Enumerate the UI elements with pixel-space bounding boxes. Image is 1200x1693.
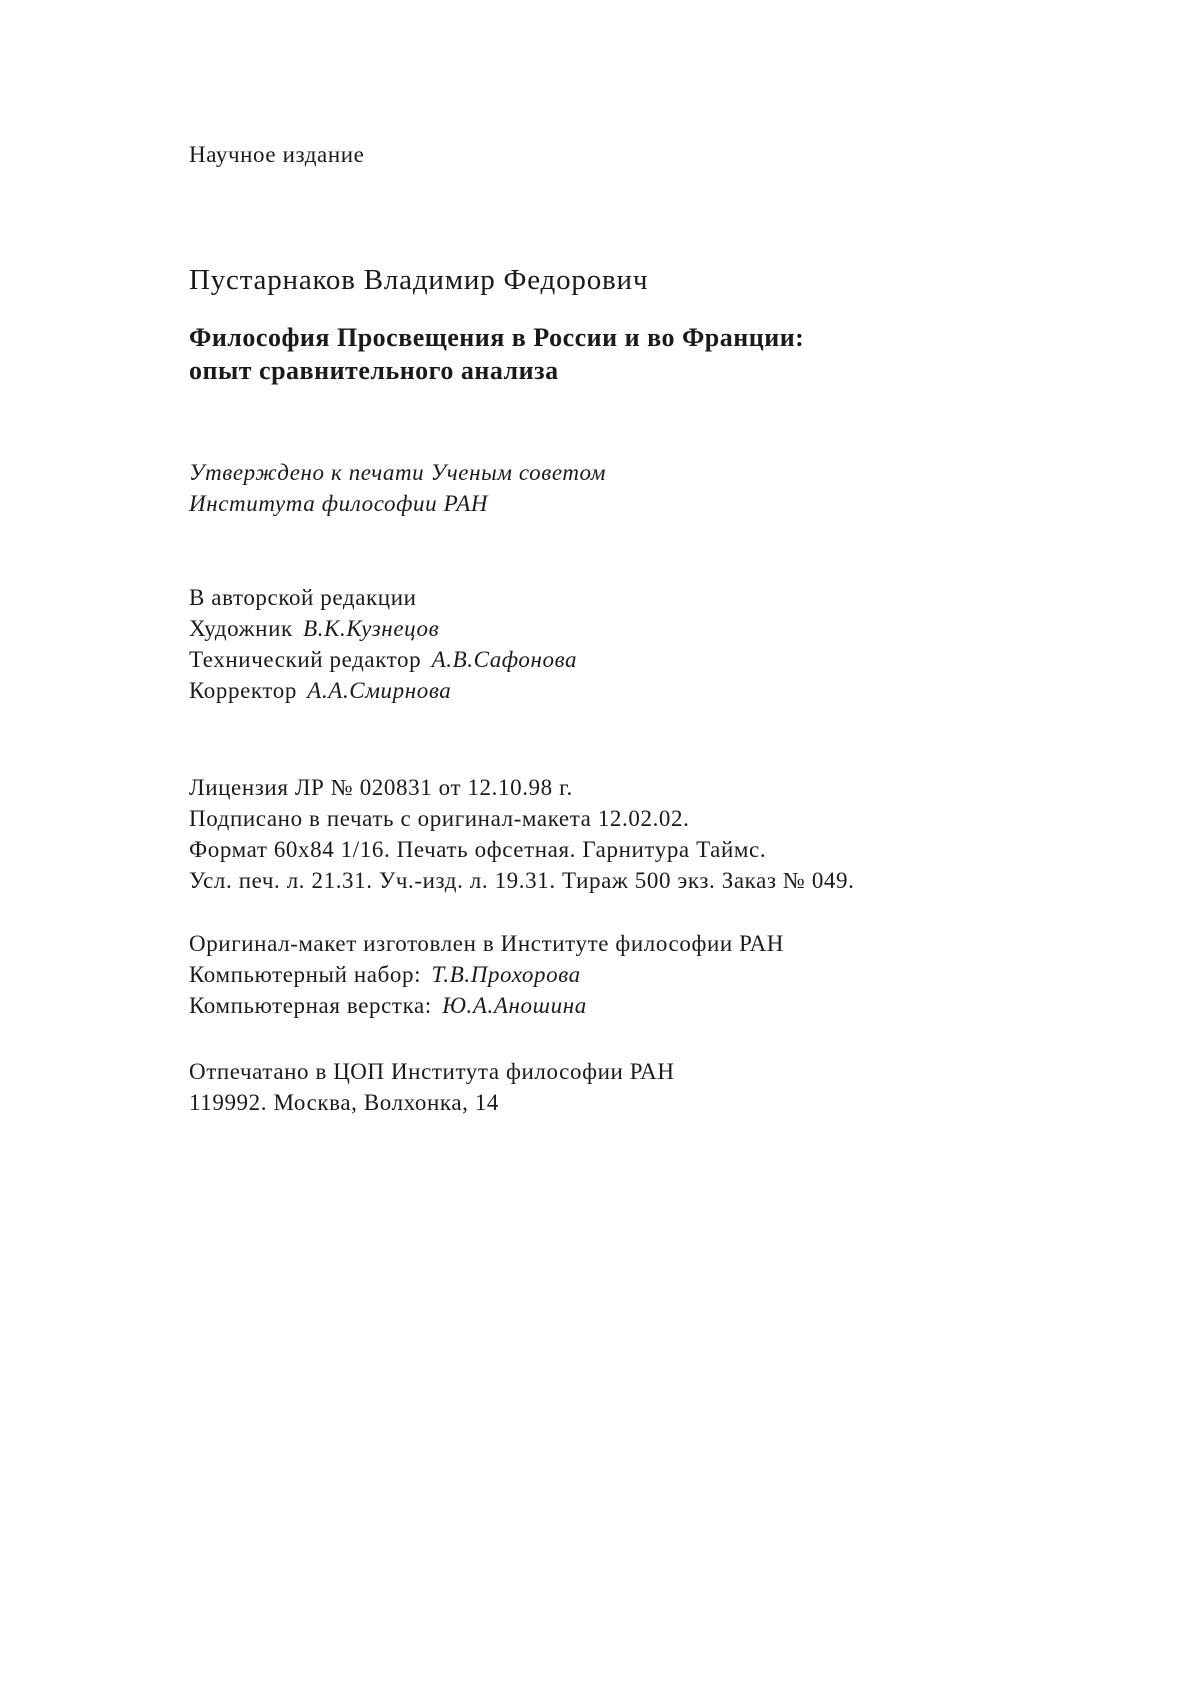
- artist-label: Художник: [189, 616, 293, 641]
- approval-line-2: Института философии РАН: [189, 491, 489, 516]
- publication-type-block: [189, 139, 364, 170]
- editorial-credits: [189, 582, 577, 706]
- printer-line-1: Отпечатано в ЦОП Института философии РАН: [189, 1059, 675, 1084]
- signed-line: Подписано в печать с оригинал-макета 12.02.02.: [189, 806, 690, 831]
- proofreader-label: Корректор: [189, 678, 297, 703]
- edition-note: В авторской редакции: [189, 585, 417, 610]
- layout-name: Ю.А.Аношина: [442, 993, 587, 1018]
- proofreader-credit: [189, 675, 577, 706]
- tech-editor-credit: [189, 644, 577, 675]
- typesetting-label: Компьютерный набор:: [189, 962, 422, 987]
- printer-address: 119992. Москва, Волхонка, 14: [189, 1090, 500, 1115]
- approval-line-1: Утверждено к печати Ученым советом: [189, 460, 607, 485]
- artist-credit: [189, 613, 577, 644]
- layout-label: Компьютерная верстка:: [189, 993, 432, 1018]
- format-line: Формат 60x84 1/16. Печать офсетная. Гарнитура Таймс.: [189, 837, 767, 862]
- book-title: [189, 321, 804, 387]
- tech-editor-name: А.В.Сафонова: [431, 647, 578, 672]
- typesetting-credit: [189, 959, 784, 990]
- tech-editor-label: Технический редактор: [189, 647, 422, 672]
- printer-info: [189, 1056, 675, 1118]
- layout-credit: [189, 990, 784, 1021]
- imprint-details: [189, 772, 854, 896]
- book-title-line-1: Философия Просвещения в России и во Франции:: [189, 323, 805, 352]
- book-title-line-2: опыт сравнительного анализа: [189, 356, 559, 385]
- author-name: Пустарнаков Владимир Федорович: [189, 264, 649, 296]
- artist-name: В.К.Кузнецов: [303, 616, 440, 641]
- prepress-credits: [189, 928, 784, 1021]
- license-line: Лицензия ЛР № 020831 от 12.10.98 г.: [189, 775, 573, 800]
- sheets-line: Усл. печ. л. 21.31. Уч.-изд. л. 19.31. Тираж 500 экз. Заказ № 049.: [189, 868, 855, 893]
- layout-note: Оригинал-макет изготовлен в Институте философии РАН: [189, 931, 784, 956]
- proofreader-name: А.А.Смирнова: [307, 678, 452, 703]
- approval-note: [189, 457, 606, 519]
- typesetting-name: Т.В.Прохорова: [431, 962, 581, 987]
- publication-type: Научное издание: [189, 142, 365, 167]
